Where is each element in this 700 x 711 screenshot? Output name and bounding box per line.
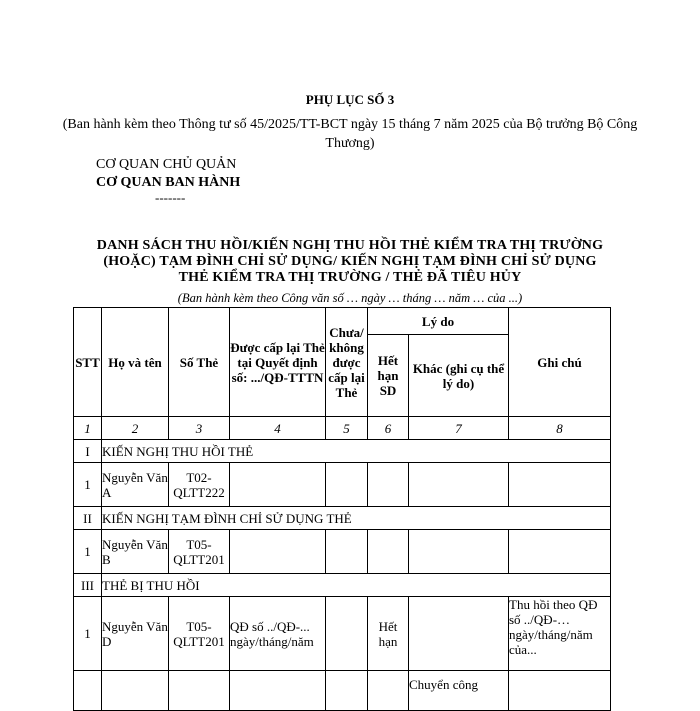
row-other: Chuyển công [409, 671, 509, 711]
section-row [74, 440, 611, 463]
section-number: III [74, 574, 102, 597]
row-note [509, 530, 611, 574]
table-row [74, 530, 611, 574]
document-subtitle: (Ban hành kèm theo Công văn số … ngày … tháng … năm … của ...) [177, 291, 523, 305]
row-cell [509, 671, 611, 711]
row-stt: 1 [74, 530, 102, 574]
row-expired: Hết hạn [368, 597, 409, 671]
row-cell [230, 671, 326, 711]
row-expired [368, 530, 409, 574]
title-line-2: (HOẶC) TẠM ĐÌNH CHỈ SỬ DỤNG/ KIẾN NGHỊ TẠM ĐÌNH CHỈ SỬ DỤNG [103, 254, 597, 269]
header-expired: Hết hạn SD [368, 335, 409, 417]
row-stt: 1 [74, 463, 102, 507]
header-card-number: Số Thẻ [169, 308, 230, 417]
row-reissued: QĐ số ../QĐ-... ngày/tháng/năm [230, 597, 326, 671]
row-not-reissued [326, 597, 368, 671]
row-other [409, 530, 509, 574]
section-row [74, 574, 611, 597]
table-row-partial [74, 671, 611, 711]
section-title: KIẾN NGHỊ TẠM ĐÌNH CHỈ SỬ DỤNG THẺ [102, 507, 611, 530]
col-number: 5 [326, 417, 368, 440]
col-number: 1 [74, 417, 102, 440]
col-number: 3 [169, 417, 230, 440]
row-name: Nguyễn Văn B [102, 530, 169, 574]
title-line-3: THẺ KIỂM TRA THỊ TRƯỜNG / THẺ ĐÃ TIÊU HỦY [178, 270, 522, 285]
row-stt: 1 [74, 597, 102, 671]
row-name: Nguyễn Văn A [102, 463, 169, 507]
header-not-reissued: Chưa/ không được cấp lại Thẻ [326, 308, 368, 417]
col-number: 7 [409, 417, 509, 440]
section-title: THẺ BỊ THU HỒI [102, 574, 611, 597]
row-cell [326, 671, 368, 711]
section-number: II [74, 507, 102, 530]
table-row [74, 463, 611, 507]
col-number: 4 [230, 417, 326, 440]
header-other-reason: Khác (ghi cụ thể lý do) [409, 335, 509, 417]
row-cell [102, 671, 169, 711]
parent-agency: CƠ QUAN CHỦ QUẢN [96, 157, 237, 172]
row-card-number: T02-QLTT222 [169, 463, 230, 507]
header-note: Ghi chú [509, 308, 611, 417]
header-stt: STT [74, 308, 102, 417]
row-not-reissued [326, 530, 368, 574]
row-other [409, 463, 509, 507]
column-number-row [74, 417, 611, 440]
revocation-table [73, 307, 611, 711]
row-cell [169, 671, 230, 711]
row-name: Nguyễn Văn D [102, 597, 169, 671]
row-note: Thu hồi theo QĐ số ../QĐ-… ngày/tháng/năm của... [509, 597, 611, 671]
header-name: Họ và tên [102, 308, 169, 417]
appendix-title: PHỤ LỤC SỐ 3 [305, 92, 395, 107]
table-row [74, 597, 611, 671]
row-reissued [230, 463, 326, 507]
document-title [60, 238, 640, 286]
row-cell [368, 671, 409, 711]
row-expired [368, 463, 409, 507]
issuing-agency: CƠ QUAN BAN HÀNH [96, 175, 241, 190]
section-title: KIẾN NGHỊ THU HỒI THẺ [102, 440, 611, 463]
row-cell [74, 671, 102, 711]
title-line-1: DANH SÁCH THU HỒI/KIẾN NGHỊ THU HỒI THẺ KIỂM TRA THỊ TRƯỜNG [96, 238, 604, 253]
row-other [409, 597, 509, 671]
row-card-number: T05-QLTT201 [169, 597, 230, 671]
col-number: 6 [368, 417, 409, 440]
col-number: 8 [509, 417, 611, 440]
separator: ------- [155, 190, 186, 205]
section-row [74, 507, 611, 530]
row-note [509, 463, 611, 507]
row-reissued [230, 530, 326, 574]
header-reason: Lý do [368, 308, 509, 335]
section-number: I [74, 440, 102, 463]
header-reissued: Được cấp lại Thẻ tại Quyết định số: .../QĐ-TTTN [230, 308, 326, 417]
row-card-number: T05-QLTT201 [169, 530, 230, 574]
row-not-reissued [326, 463, 368, 507]
issued-by-line: (Ban hành kèm theo Thông tư số 45/2025/TT-BCT ngày 15 tháng 7 năm 2025 của Bộ trưởng Bộ Công Thương) [62, 117, 638, 151]
col-number: 2 [102, 417, 169, 440]
